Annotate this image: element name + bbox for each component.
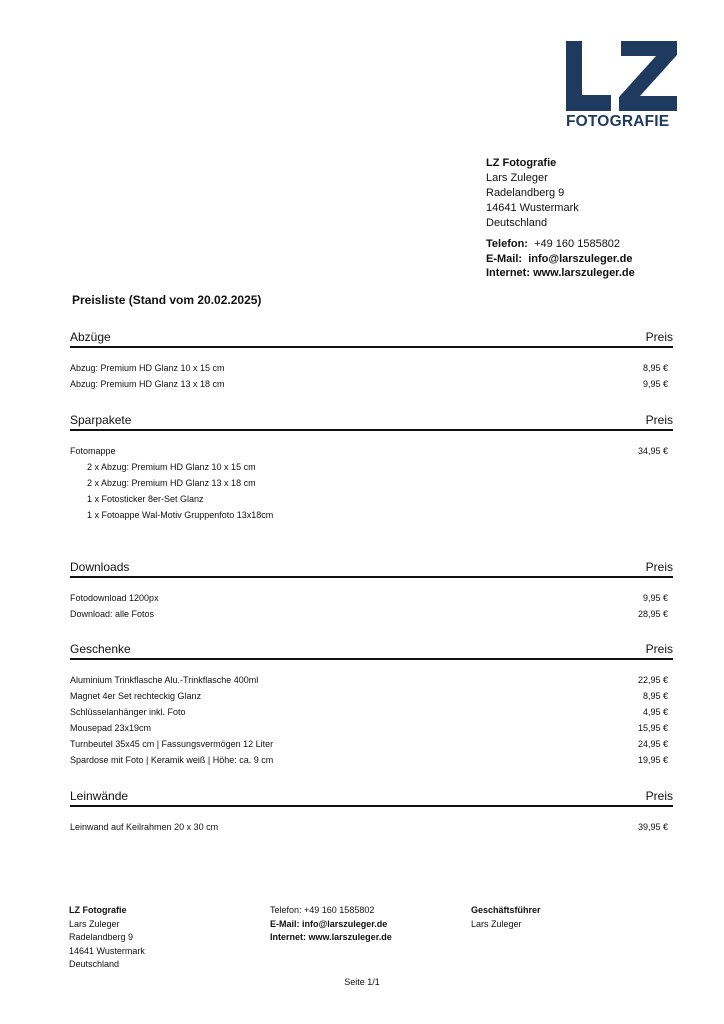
- price-column-header: Preis: [645, 789, 673, 803]
- logo-subtitle: FOTOGRAFIE: [566, 113, 670, 130]
- item-price: 9,95 €: [642, 379, 668, 389]
- price-row: [70, 360, 673, 376]
- item-price: 39,95 €: [637, 822, 668, 832]
- item-price: 15,95 €: [637, 723, 668, 733]
- section-sparpakete: [70, 412, 673, 523]
- footer-email[interactable]: E-Mail: info@larszuleger.de: [270, 918, 388, 929]
- footer-country: Deutschland: [69, 959, 120, 969]
- footer-web[interactable]: Internet: www.larszuleger.de: [270, 932, 392, 942]
- price-column-header: Preis: [645, 560, 673, 574]
- package-content-row: [70, 507, 673, 523]
- item-price: 24,95 €: [637, 739, 668, 749]
- document-title: Preisliste (Stand vom 20.02.2025): [72, 293, 262, 307]
- item-label: Schlüsselanhänger inkl. Foto: [70, 707, 186, 717]
- item-label: Download: alle Fotos: [70, 609, 155, 619]
- footer-street: Radelandberg 9: [69, 932, 134, 942]
- item-label: Aluminium Trinkflasche Alu.-Trinkflasche 400ml: [70, 675, 259, 685]
- contact-phone-value: +49 160 1585802: [534, 238, 621, 250]
- item-price: 8,95 €: [642, 363, 668, 373]
- price-row: [70, 443, 673, 459]
- section-title: Sparpakete: [70, 413, 132, 427]
- section-geschenke: [70, 641, 673, 768]
- section-header: [70, 329, 673, 348]
- item-label: Turnbeutel 35x45 cm | Fassungsvermögen 12 Liter: [70, 739, 274, 749]
- price-row: [70, 736, 673, 752]
- contact-phone-label: Telefon:: [486, 238, 528, 250]
- sender-city: 14641 Wustermark: [486, 202, 579, 214]
- section-header: [70, 641, 673, 660]
- section-title: Abzüge: [70, 330, 111, 344]
- section-abzuege: [70, 329, 673, 392]
- contact-email-label: E-Mail:: [486, 252, 523, 265]
- price-row: [70, 672, 673, 688]
- footer-name: Lars Zuleger: [69, 918, 120, 929]
- item-label: Fotodownload 1200px: [70, 593, 159, 603]
- package-content-row: [70, 491, 673, 507]
- sender-country: Deutschland: [486, 217, 548, 229]
- price-row: [70, 720, 673, 736]
- item-label: Abzug: Premium HD Glanz 13 x 18 cm: [70, 379, 225, 389]
- section-downloads: [70, 559, 673, 622]
- price-row: [70, 590, 673, 606]
- page-number: Seite 1/1: [344, 977, 380, 987]
- contact-email: [486, 252, 635, 267]
- footer-company: LZ Fotografie: [69, 905, 127, 915]
- footer-management-name: Lars Zuleger: [471, 918, 522, 929]
- section-header: [70, 412, 673, 431]
- section-header: [70, 788, 673, 807]
- item-price: 22,95 €: [637, 675, 668, 685]
- price-column-header: Preis: [645, 642, 673, 656]
- item-label: 2 x Abzug: Premium HD Glanz 10 x 15 cm: [87, 462, 256, 472]
- company-logo: [566, 41, 677, 130]
- contact-phone: [486, 237, 635, 252]
- contact-web: [486, 266, 635, 281]
- contact-web-value[interactable]: www.larszuleger.de: [533, 267, 635, 279]
- item-label: 2 x Abzug: Premium HD Glanz 13 x 18 cm: [87, 478, 256, 488]
- price-row: [70, 752, 673, 768]
- price-row: [70, 376, 673, 392]
- item-label: 1 x Fotosticker 8er-Set Glanz: [87, 494, 204, 504]
- footer-phone: Telefon: +49 160 1585802: [270, 905, 375, 915]
- item-label: 1 x Fotoappe Wal-Motiv Gruppenfoto 13x18cm: [87, 510, 274, 520]
- item-price: 19,95 €: [637, 755, 668, 765]
- item-price: 4,95 €: [642, 707, 668, 717]
- price-row: [70, 819, 673, 835]
- item-price: 9,95 €: [642, 593, 668, 603]
- footer-management-label: Geschäftsführer: [471, 905, 541, 915]
- package-content-row: [70, 459, 673, 475]
- price-row: [70, 688, 673, 704]
- section-title: Leinwände: [70, 789, 129, 803]
- item-label: Spardose mit Foto | Keramik weiß | Höhe: ca. 9 cm: [70, 755, 274, 765]
- item-label: Abzug: Premium HD Glanz 10 x 15 cm: [70, 363, 225, 373]
- item-price: 8,95 €: [642, 691, 668, 701]
- item-label: Fotomappe: [70, 446, 116, 456]
- sender-name: Lars Zuleger: [486, 172, 548, 184]
- item-price: 28,95 €: [637, 609, 668, 619]
- footer-address: [69, 904, 145, 972]
- item-label: Mousepad 23x19cm: [70, 723, 152, 733]
- contact-email-value[interactable]: info@larszuleger.de: [528, 252, 633, 265]
- section-leinwaende: [70, 788, 673, 835]
- footer-contact: [270, 904, 392, 945]
- price-column-header: Preis: [645, 330, 673, 344]
- item-label: Leinwand auf Keilrahmen 20 x 30 cm: [70, 822, 219, 832]
- contact-web-label: Internet:: [486, 267, 530, 279]
- sender-street: Radelandberg 9: [486, 187, 565, 199]
- sender-company: LZ Fotografie: [486, 157, 557, 169]
- sender-address: [486, 156, 579, 231]
- item-label: Magnet 4er Set rechteckig Glanz: [70, 691, 202, 701]
- section-header: [70, 559, 673, 578]
- lz-logo-icon: [566, 41, 677, 111]
- sender-contact: [486, 237, 635, 281]
- price-column-header: Preis: [645, 413, 673, 427]
- section-title: Geschenke: [70, 642, 131, 656]
- package-content-row: [70, 475, 673, 491]
- price-row: [70, 704, 673, 720]
- footer-management: [471, 904, 541, 931]
- footer-city: 14641 Wustermark: [69, 945, 145, 956]
- item-price: 34,95 €: [637, 446, 668, 456]
- section-title: Downloads: [70, 560, 130, 574]
- price-row: [70, 606, 673, 622]
